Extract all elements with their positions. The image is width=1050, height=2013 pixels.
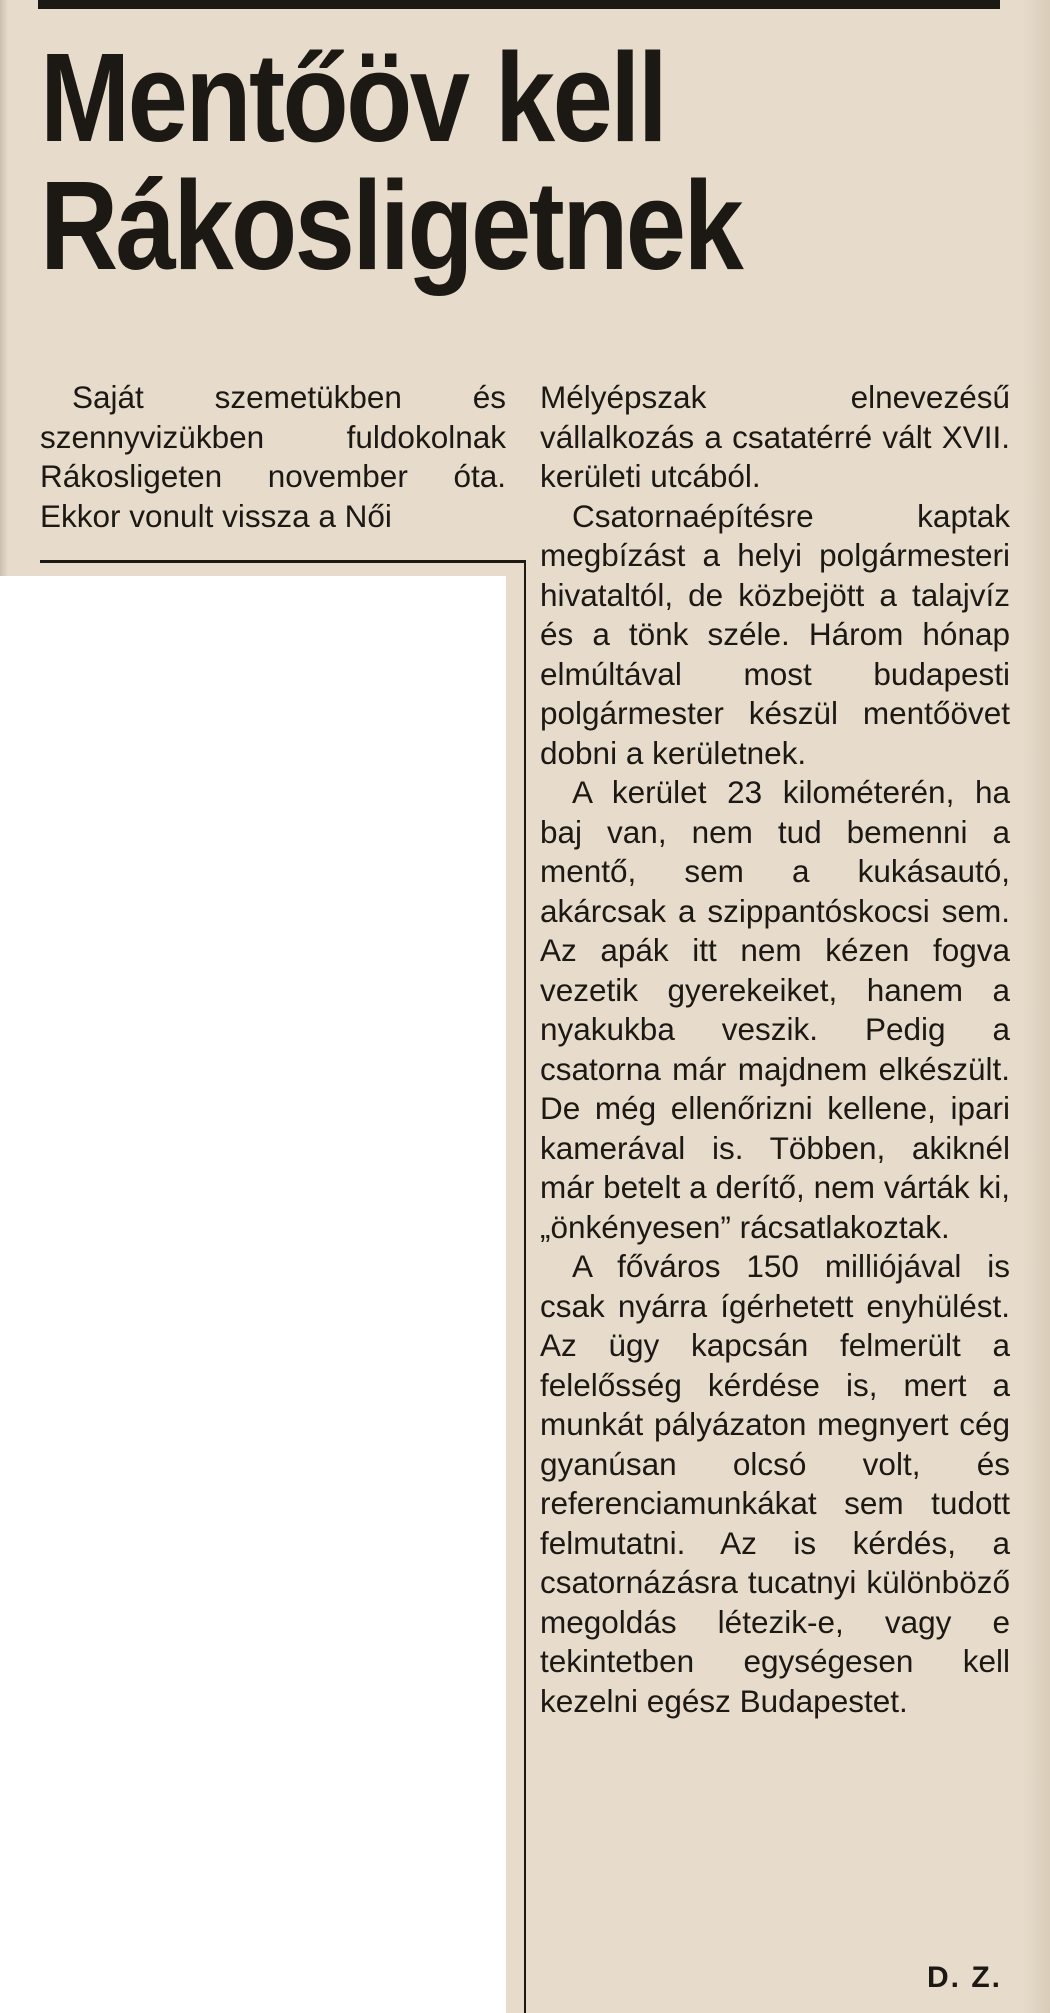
lead-paragraph: Saját szemetükben és szennyvizükben fuldokolnak Rákosligeten november óta. Ekkor vonult vissza a Női (40, 379, 506, 534)
author-signature: D. Z. (927, 1961, 1002, 1994)
right-column (540, 378, 1010, 1721)
column-cut-rule (40, 560, 526, 563)
headline-line-2: Rákosligetnek (40, 155, 742, 296)
column-divider (524, 560, 526, 2013)
paper-edge-right (1022, 0, 1050, 2013)
headline-line-1: Mentőöv kell (40, 27, 666, 168)
body-paragraph-3: A kerület 23 kilométerén, ha baj van, nem tud bemenni a mentő, sem a kukásautó, akárcsak a szippantóskocsi sem. Az apák itt nem kézen fogva vezetik gyerekeiket, hanem a nyakukba veszik. Pedig a csatorna már majdnem elkészült. De még ellenőrizni kellene, ipari kamerával is. Többen, akiknél már betelt a derítő, nem várták ki, „önkényesen” rácsatlakoztak. (540, 774, 1010, 1245)
left-column (40, 378, 506, 536)
continuation-paragraph: Mélyépszak elnevezésű vállalkozás a csatatérré vált XVII. kerületi utcából. (540, 379, 1010, 494)
body-paragraph-2: Csatornaépítésre kaptak megbízást a helyi polgármesteri hivataltól, de közbejött a talajvíz és a tönk széle. Három hónap elmúltával most budapesti polgármester készül mentőövet dobni a kerületnek. (540, 497, 1010, 771)
blank-area (0, 576, 506, 2013)
headline (40, 27, 866, 296)
body-paragraph-4: A főváros 150 milliójával is csak nyárra ígérhetett enyhülést. Az ügy kapcsán felmerült a felelősség kérdése is, mert a munkát pályázaton megnyert cég gyanúsan olcsó volt, és referenciamunkákat sem tudott felmutatni. Az is kérdés, a csatornázásra tucatnyi különböző megoldás létezik-e, vagy e tekintetben egységesen kell kezelni egész Budapestet. (540, 1248, 1010, 1719)
top-rule (38, 0, 1000, 9)
